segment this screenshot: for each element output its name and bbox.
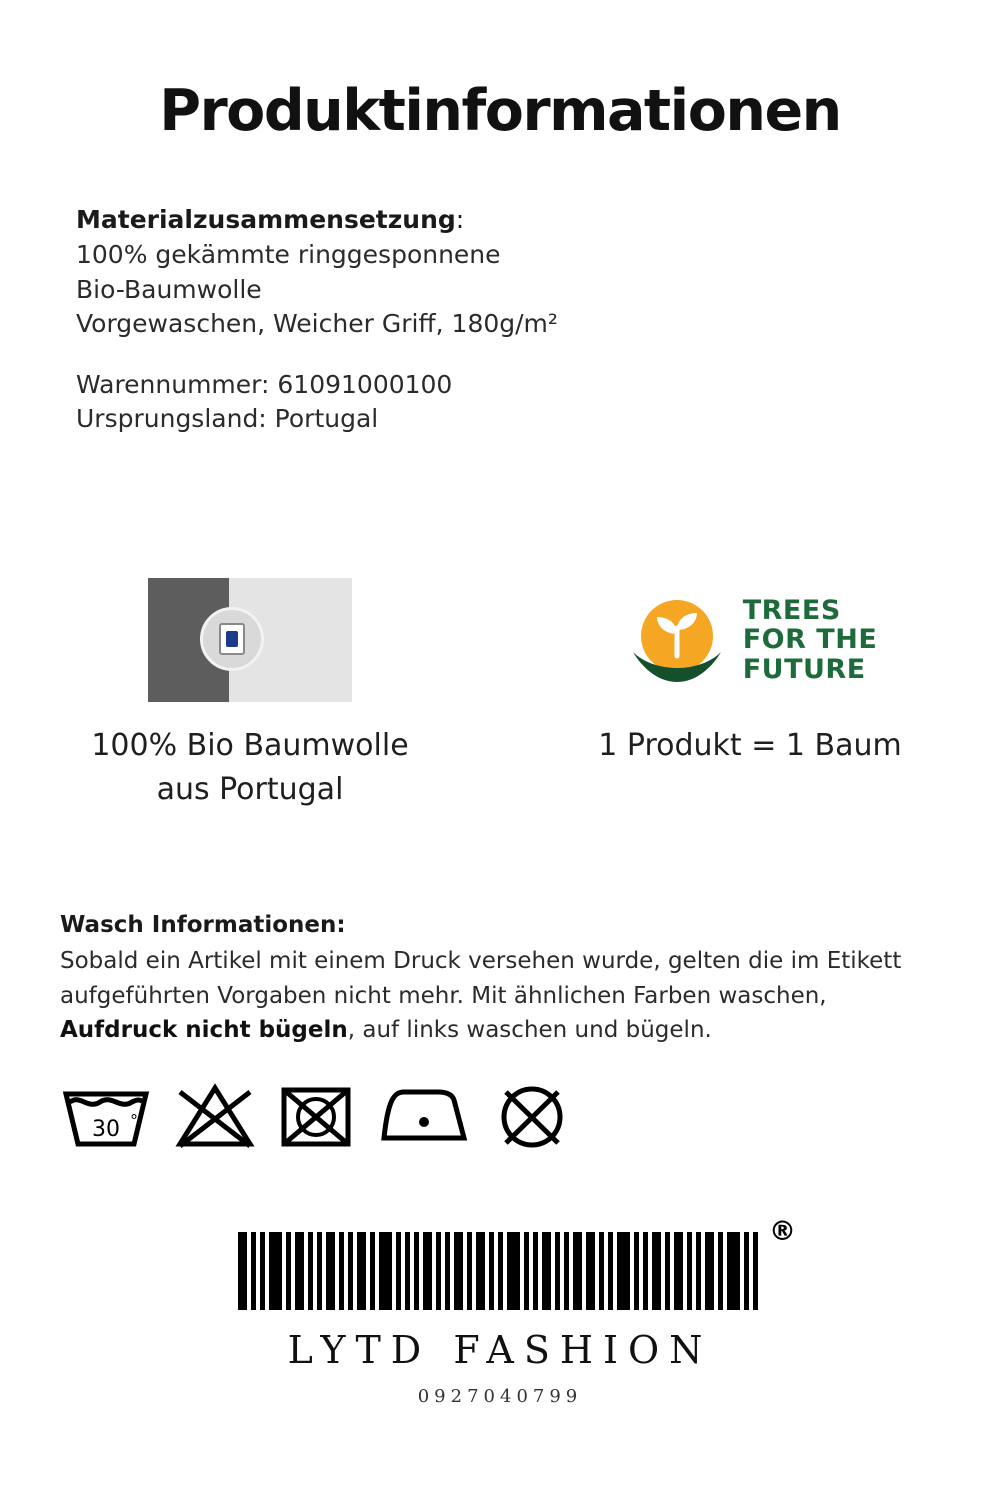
wash-heading: Wasch Informationen: [60,912,346,938]
logo-line-1: TREES [742,595,841,627]
trees-for-the-future-wordmark [743,596,878,683]
badge-caption-tree: 1 Produkt = 1 Baum [598,728,902,763]
brand-number: 0927040799 [417,1386,583,1407]
material-heading-text: Materialzusammensetzung [76,205,456,234]
logo-line-2: FOR THE [742,624,878,656]
page-title: Produktinformationen [159,78,841,144]
badge-caption-organic-line2: aus Portugal [156,771,344,807]
barcode-row [238,1216,796,1310]
portugal-flag-icon [148,578,352,702]
material-line-1: 100% gekämmte ringgesponnene [76,240,501,269]
wash-temperature-label: 30 [92,1117,120,1142]
wash-body-part2: , auf links waschen und bügeln. [347,1017,712,1043]
badge-caption-organic [91,724,408,811]
trees-for-the-future-logo [623,578,878,702]
registered-trademark-icon: ® [769,1216,796,1247]
do-not-tumble-dry-icon [278,1080,354,1152]
barcode-block [0,1216,1000,1407]
material-line-3: Vorgewaschen, Weicher Griff, 180g/m² [76,309,558,338]
spacer [76,342,876,368]
badge-organic-cotton-portugal [0,578,500,811]
wash-body-bold: Aufdruck nicht bügeln [60,1017,348,1043]
degree-sign: ° [130,1111,138,1130]
material-heading [76,205,876,234]
country-of-origin: Ursprungsland: Portugal [76,404,379,433]
do-not-dry-clean-icon [494,1080,570,1152]
material-line-2: Bio-Baumwolle [76,274,262,304]
wash-information-block [60,912,940,1048]
tree-in-hand-icon [623,590,731,690]
barcode-bars [238,1232,762,1310]
wash-30-degrees-icon [60,1080,152,1152]
material-heading-colon: : [455,205,465,234]
customs-number: Warennummer: 61091000100 [76,369,453,399]
badges-row [0,578,1000,811]
iron-low-temperature-icon [376,1080,472,1152]
badge-caption-organic-line1: 100% Bio Baumwolle [91,728,409,763]
care-symbols-row [60,1080,570,1152]
material-composition-block [76,205,876,437]
flag-armillary-emblem [200,607,264,671]
brand-name: LYTD FASHION [287,1328,713,1372]
badge-one-product-one-tree [500,578,1000,811]
wash-body [60,944,940,1048]
logo-line-3: FUTURE [742,653,866,685]
wash-body-part1: Sobald ein Artikel mit einem Druck versehen wurde, gelten die im Etikett aufgeführten Vorgaben nicht mehr. Mit ähnlichen Farben waschen, [60,948,902,1009]
do-not-bleach-icon [174,1080,256,1152]
